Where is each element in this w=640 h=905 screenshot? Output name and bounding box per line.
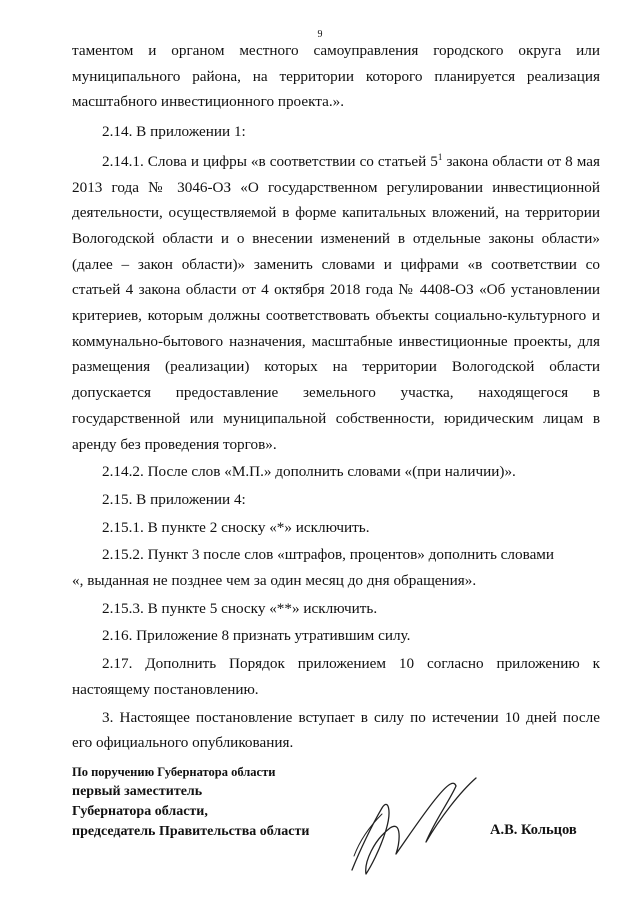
paragraph-2-15-2: 2.15.2. Пункт 3 после слов «штрафов, процентов» дополнить словами xyxy=(102,546,555,564)
paragraph-2-15: 2.15. В приложении 4: xyxy=(102,490,246,508)
paragraph-2-14-2: 2.14.2. После слов «М.П.» дополнить словами «(при наличии)». xyxy=(102,463,516,481)
page-number: 9 xyxy=(317,29,323,40)
paragraph-3: 3. Настоящее постановление вступает в силу по истечении 10 дней после его официального опубликования. xyxy=(72,708,600,752)
paragraph-2-14: 2.14. В приложении 1: xyxy=(102,123,246,141)
signature-block xyxy=(72,762,309,842)
signature-line-1: По поручению Губернатора области xyxy=(72,765,276,779)
paragraph-2-15-2-cont: «, выданная не позднее чем за один месяц до дня обращения». xyxy=(72,572,477,590)
signer-name: А.В. Кольцов xyxy=(490,822,577,838)
signature-line-3: Губернатора области, xyxy=(72,804,208,819)
paragraph-2-15-1: 2.15.1. В пункте 2 сноску «*» исключить. xyxy=(102,518,370,536)
signature-line-4: председатель Правительства области xyxy=(72,824,310,839)
paragraph-2-14-1 xyxy=(72,149,600,457)
paragraph-2-14-1-start: 2.14.1. Слова и цифры «в соответствии со статьей 5 xyxy=(102,152,438,170)
paragraph-2-14-1-rest: закона области от 8 мая 2013 года № 3046-ОЗ «О государственном регулировании инвестиционной деятельности, осуществляемой в форме капитальных вложений, на территории Вологодской области и о внесении изменений в отдельные законы области» (далее – закон области)» заменить словами и цифрами «в соответствии со статьей 4 закона области от 4 октября 2018 года № 4408-ОЗ «Об установлении критериев, которым должны соответствовать объекты социально-культурного и коммунально-бытового назначения, масштабные инвестиционные проекты, для размещения (реализации) которых на территории Вологодской области допускается предоставление земельного участка, находящегося в государственной или муниципальной собственности, юридическим лицам в аренду без проведения торгов». xyxy=(72,152,600,453)
paragraph-continuation: таментом и органом местного самоуправления городского округа или муниципального района, на территории которого планируется реализация масштабного инвестиционного проекта.». xyxy=(72,42,600,111)
document-body xyxy=(72,38,600,756)
paragraph-2-16: 2.16. Приложение 8 признать утратившим силу. xyxy=(102,627,411,645)
handwritten-signature xyxy=(330,770,500,880)
signature-line-2: первый заместитель xyxy=(72,784,203,799)
paragraph-2-17: 2.17. Дополнить Порядок приложением 10 согласно приложению к настоящему постановлению. xyxy=(72,655,600,698)
superscript-1: 1 xyxy=(437,151,443,162)
paragraph-2-15-3: 2.15.3. В пункте 5 сноску «**» исключить. xyxy=(102,599,378,617)
